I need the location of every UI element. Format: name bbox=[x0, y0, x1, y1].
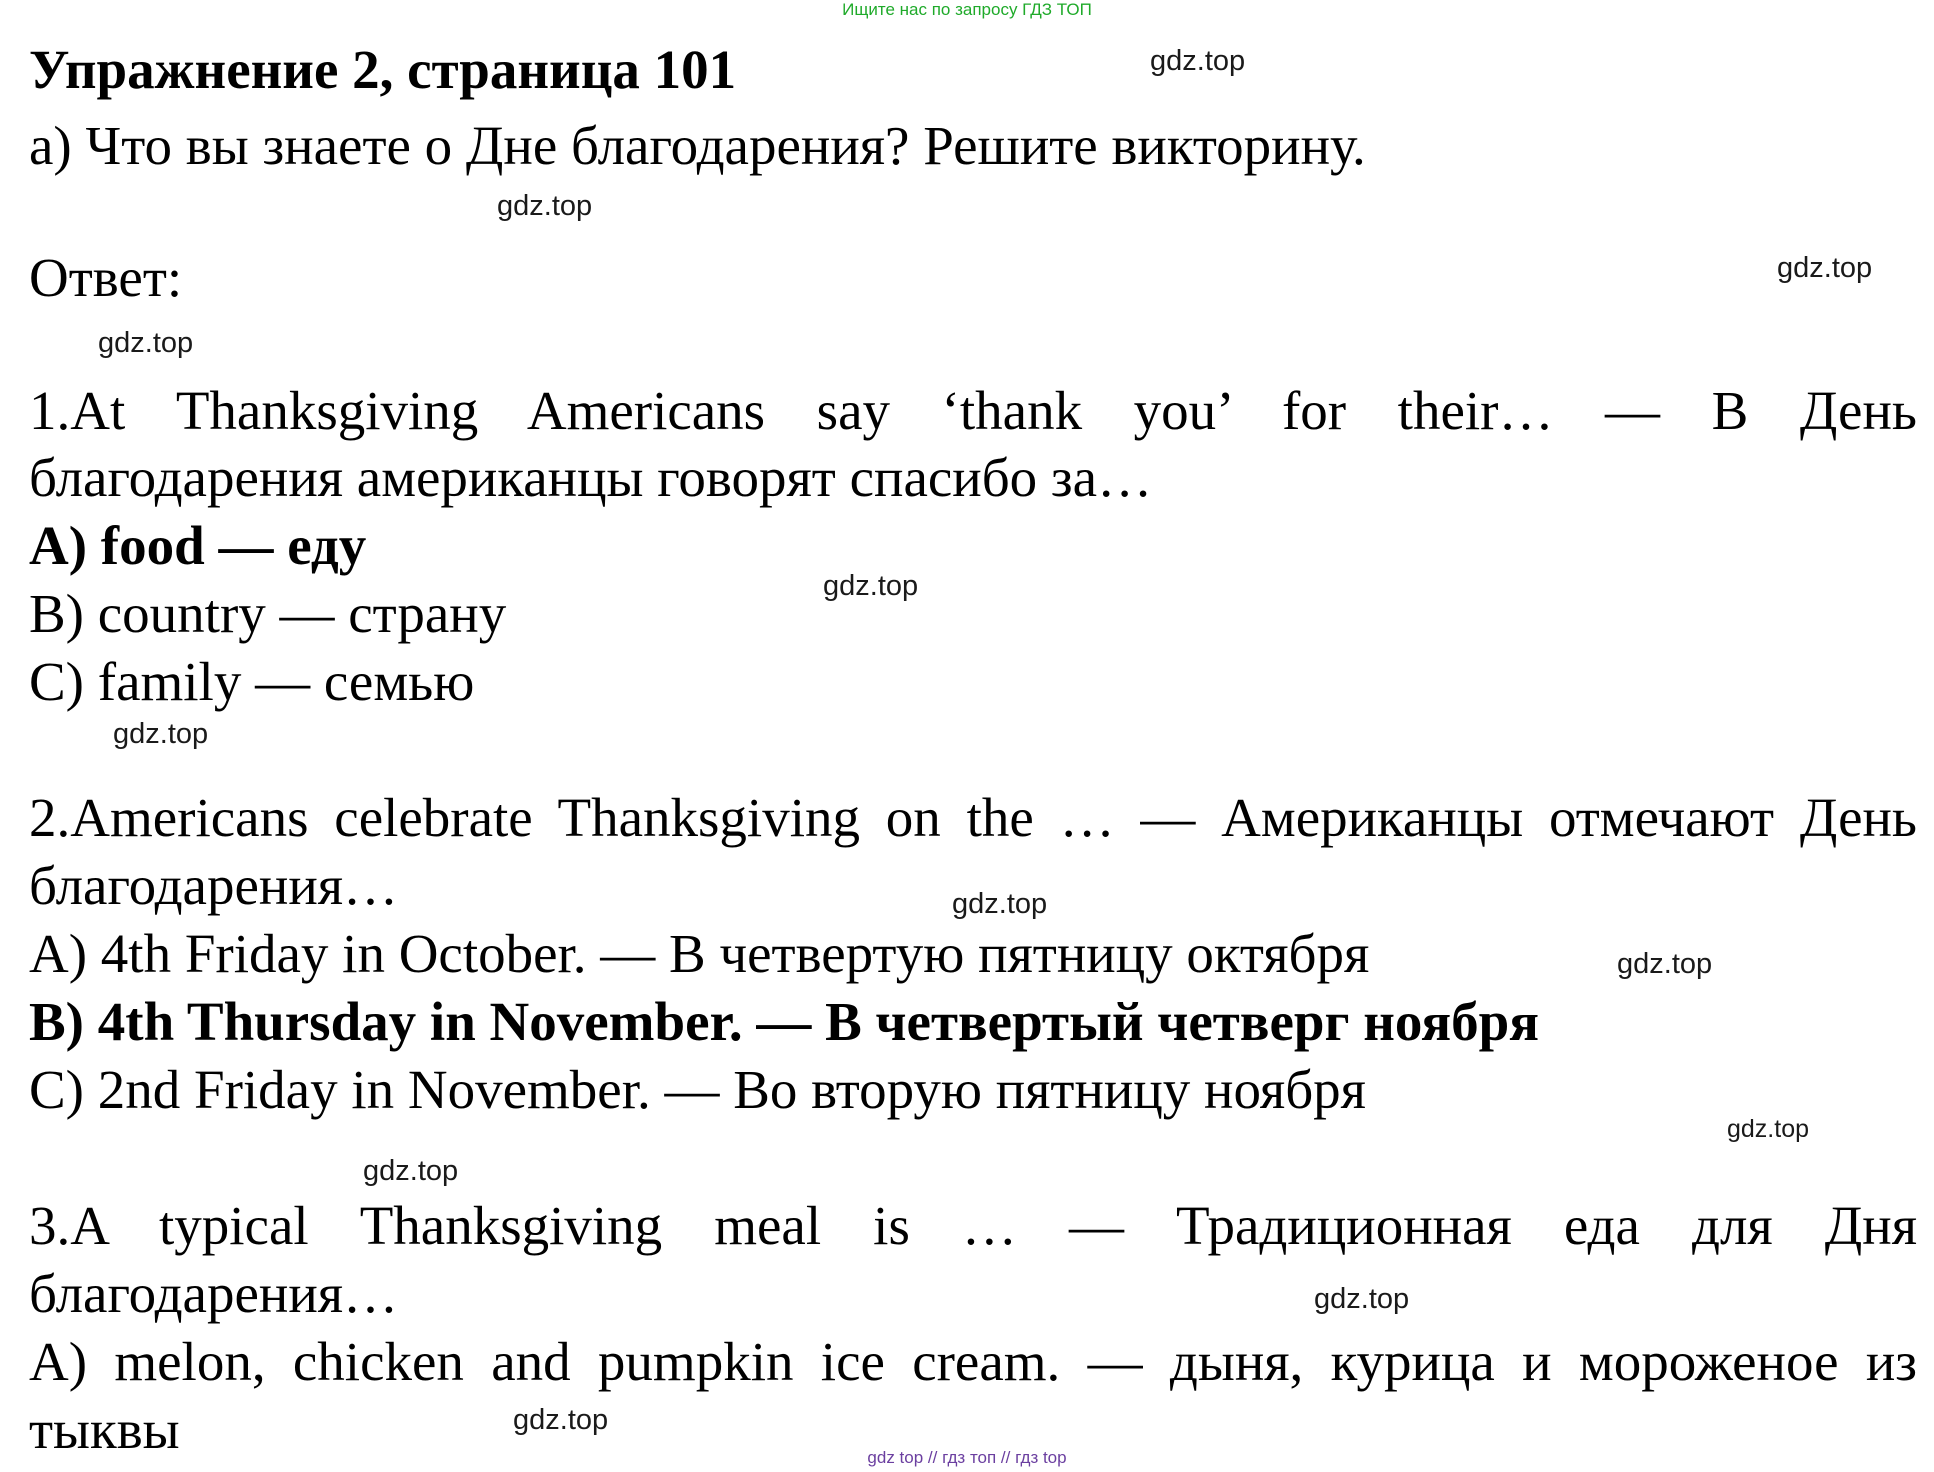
watermark: gdz.top bbox=[1617, 948, 1713, 980]
exercise-title: Упражнение 2, страница 101 bbox=[29, 39, 737, 100]
answer-label: Ответ: bbox=[29, 247, 183, 308]
bottom-note: gdz top // гдз топ // гдз top bbox=[867, 1448, 1067, 1467]
watermark: gdz.top bbox=[497, 190, 593, 222]
exercise-subtitle: a) Что вы знаете о Дне благодарения? Решите викторину. bbox=[29, 115, 1366, 176]
q3-option-a: A) melon, chicken and pumpkin ice cream. — дыня, курица и мороженое из bbox=[29, 1331, 1917, 1392]
q3-line2: благодарения… bbox=[29, 1263, 399, 1324]
watermark: gdz.top bbox=[113, 718, 209, 750]
q3-line1: 3.A typical Thanksgiving meal is … — Традиционная еда для Дня bbox=[29, 1195, 1917, 1256]
q2-option-b-correct: B) 4th Thursday in November. — В четвертый четверг ноября bbox=[29, 991, 1539, 1052]
q2-line2: благодарения… bbox=[29, 855, 399, 916]
q3-option-a-continued: тыквы bbox=[29, 1399, 180, 1460]
watermark: gdz.top bbox=[952, 888, 1048, 920]
q1-option-b: B) country — страну bbox=[29, 583, 507, 644]
watermark: gdz.top bbox=[823, 570, 919, 602]
watermark: gdz.top bbox=[1314, 1283, 1410, 1315]
q1-option-c: C) family — семью bbox=[29, 651, 475, 712]
q1-line1: 1.At Thanksgiving Americans say ‘thank you’ for their… — В День bbox=[29, 380, 1917, 441]
q1-line2: благодарения американцы говорят спасибо за… bbox=[29, 447, 1153, 508]
watermark: gdz.top bbox=[98, 327, 194, 359]
watermark: gdz.top bbox=[1777, 252, 1873, 284]
q2-line1: 2.Americans celebrate Thanksgiving on the … — Американцы отмечают День bbox=[29, 787, 1917, 848]
q2-option-c: C) 2nd Friday in November. — Во вторую пятницу ноября bbox=[29, 1059, 1366, 1120]
watermark: gdz.top bbox=[513, 1404, 609, 1436]
watermark: gdz.top bbox=[1150, 45, 1246, 77]
q2-option-a: A) 4th Friday in October. — В четвертую пятницу октября bbox=[29, 923, 1370, 984]
watermark: gdz.top bbox=[363, 1155, 459, 1187]
q1-option-a-correct: A) food — еду bbox=[29, 515, 367, 576]
watermark: gdz.top bbox=[1727, 1115, 1810, 1143]
top-note: Ищите нас по запросу ГДЗ ТОП bbox=[842, 0, 1092, 19]
